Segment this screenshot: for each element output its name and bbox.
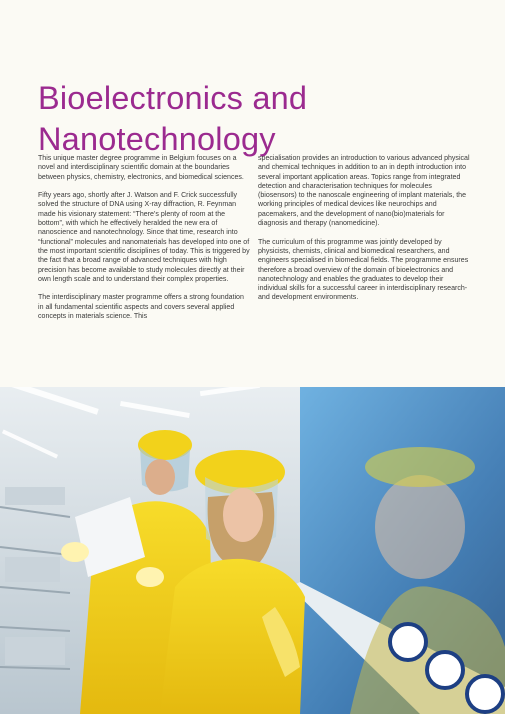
laboratory-photo-icon [0,387,505,714]
page-title: Bioelectronics and Nanotechnology [38,79,308,157]
paragraph: This unique master degree programme in Belgium focuses on a novel and interdisciplinary scientific domain at the boundaries between physics, chemistry, electronics, and biomedical sciences. [38,155,244,181]
text-column-right [258,154,471,312]
laboratory-photo [0,387,505,714]
text-column-left [38,154,251,331]
paragraph: Fifty years ago, shortly after J. Watson and F. Crick successfully solved the structure of DNA using X-ray diffraction, R. Feynman made his visionary statement: “There’s plenty of room at the bottom”, with which he effectively heralded the new era of nanoscience and nanotechnology. Since that time, research into “functional” molecules and nanomaterials has developed into one of the most important scientific disciplines of today. This is triggered by the fact that a broad range of advanced techniques with high precision has become available to study molecules directly at their own length scale and to understand their complex properties. [38,192,250,283]
paragraph: The curriculum of this programme was jointly developed by physicists, chemists, clinical and biomedical researchers, and engineers specialised in biomedical fields. The programme ensures therefore a broad overview of the domain of bioelectronics and nanotechnology and enables the graduates to develop their individual skills for a successful career in interdisciplinary research- and development environments. [258,238,469,302]
paragraph: The interdisciplinary master programme offers a strong foundation in all fundamental scientific aspects and covers several applied concepts in materials science. This [38,294,244,321]
paragraph: specialisation provides an introduction to various advanced physical and chemical techniques in addition to an in depth introduction into several important application areas. Topics range from integrated detection and characterisation techniques for molecules (biosensors) to the nanoscale engineering of implant materials, the working principles of medical devices like neurochips and pacemakers, and the development of nano(bio)materials for diagnosis and therapy (nanomedicine). [258,155,470,228]
